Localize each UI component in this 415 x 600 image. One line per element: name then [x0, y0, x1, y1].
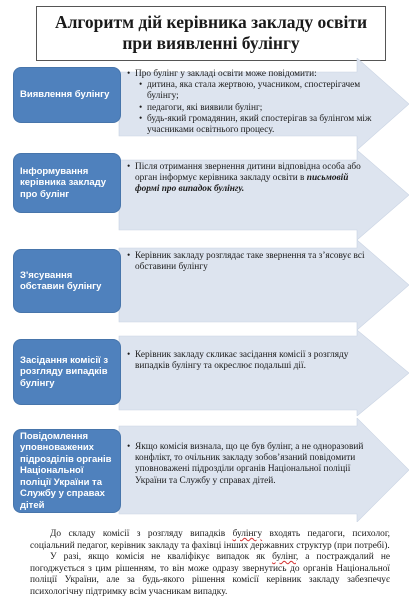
footer-paragraph-2: У разі, якщо комісія не кваліфікує випадок як булінг, а постраждалий не погоджується з цим рішенням, то він може одразу звернутись до органів Національної поліції України, але за будь-якого рішення комісії керівник закладу забезпечує психологічну підтримку всім учасникам випадку. [30, 552, 390, 597]
list-item: • будь-який громадянин, який спостерігав за булінгом між учасниками освітнього процесу. [139, 113, 372, 136]
step-content-4: • Керівник закладу скликає засідання комісії з розгляду випадків булінгу та окреслює подальші дії. [127, 350, 349, 372]
step-text: Якщо комісія визнала, що це був булінг, а не одноразовий конфлікт, то очільник закладу зобов’язаний повідомити уповноважені підрозділи органів Національної поліції України та Службу у справах дітей. [135, 442, 364, 486]
page-title: Алгоритм дій керівника закладу освіти при виявленні булінгу [36, 6, 386, 61]
step-text: Керівник закладу розглядає таке звернення та з’ясовує всі обставини булінгу [135, 251, 365, 273]
step-label-4: Засідання комісії з розгляду випадків булінгу [14, 340, 120, 404]
footer-paragraph-1: До складу комісії з розгляду випадків булінгу входять педагоги, психолог, соціальний педагог, керівник закладу та фахівці інших державних структур (при потребі). [30, 529, 390, 551]
step-content-3: • Керівник закладу розглядає таке звернення та з’ясовує всі обставини булінгу [127, 251, 365, 273]
step-row-2 [9, 150, 409, 240]
list-item: • педагоги, які виявили булінг; [139, 102, 263, 113]
step-row-5 [9, 418, 409, 522]
footer-notes [30, 529, 390, 598]
step-content-1 [127, 69, 375, 136]
step-label-5: Повідомлення уповноважених підрозділів органів Національної поліції України та Службу у справах дітей [14, 430, 120, 512]
step-label-2: Інформування керівника закладу про булінг [14, 154, 120, 212]
step-content-2: • Після отримання звернення дитини відповідна особа або орган інформує керівника закладу освіти в письмовій формі про випадок булінгу. [127, 162, 361, 195]
step-text-emphasis: письмовій формі про випадок булінгу. [135, 173, 349, 195]
step-row-3 [9, 240, 409, 330]
step-text: Після отримання звернення дитини відповідна особа або орган інформує керівника закладу освіти в [135, 162, 361, 184]
step-row-4 [9, 330, 409, 416]
step-text: Керівник закладу скликає засідання комісії з розгляду випадків булінгу та окреслює подальші дії. [135, 350, 349, 372]
step-label-3: З'ясування обставин булінгу [14, 250, 120, 312]
step-label-1: Виявлення булінгу [14, 68, 120, 122]
step-row-1 [9, 58, 409, 150]
list-item: • дитина, яка стала жертвою, учасником, спостерігачем булінгу; [139, 80, 361, 102]
step-intro: • Про булінг у закладі освіти може повідомити: [127, 69, 317, 79]
step-content-5: • Якщо комісія визнала, що це був булінг, а не одноразовий конфлікт, то очільник закладу зобов’язаний повідомити уповноважені підрозділи органів Національної поліції України та Службу у справах дітей. [127, 442, 364, 486]
